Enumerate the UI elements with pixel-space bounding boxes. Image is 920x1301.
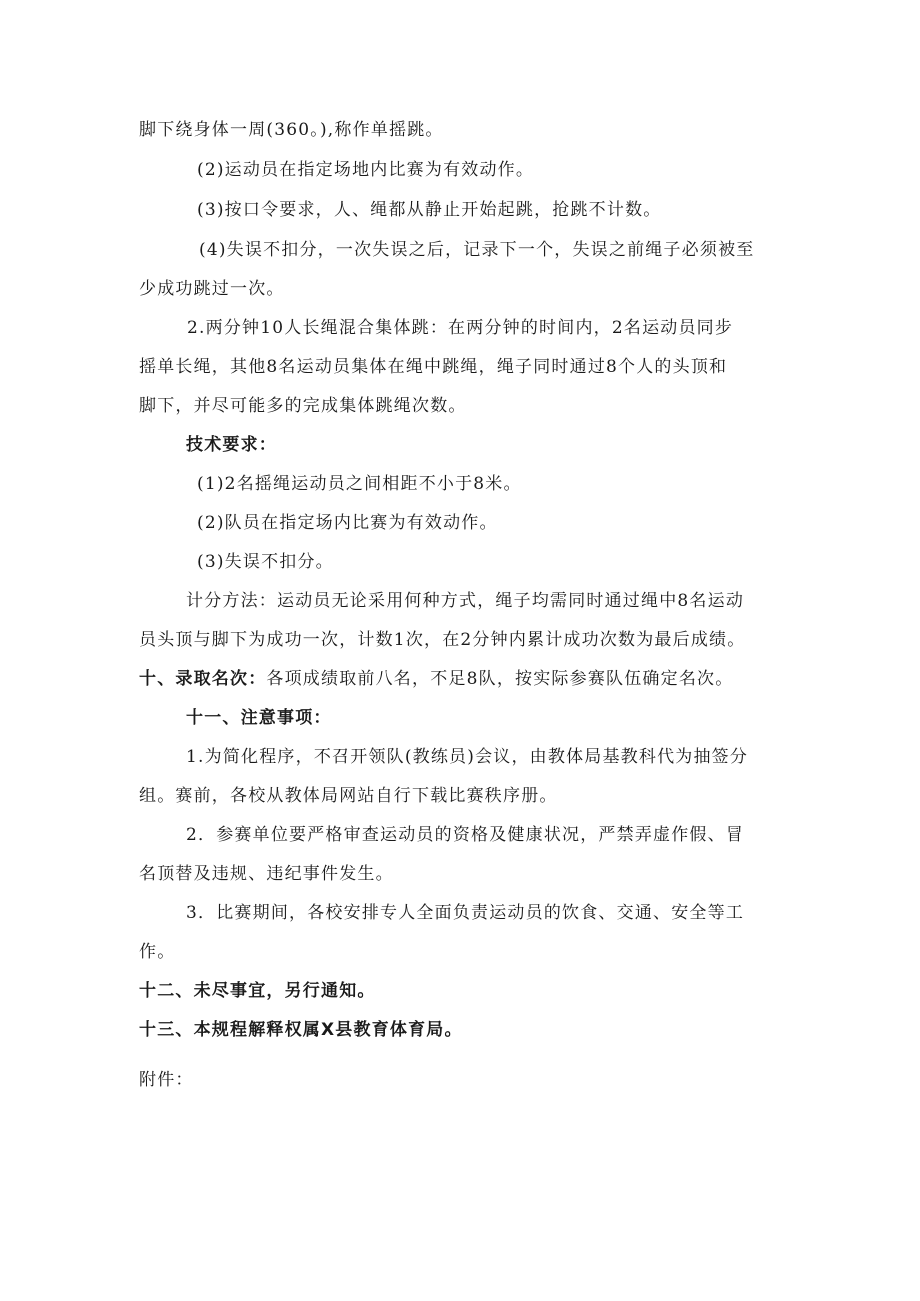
section-10-heading: 十、录取名次：: [139, 669, 267, 689]
text-line: (1)2名摇绳运动员之间相距不小于8米。: [197, 474, 522, 494]
section-10-text: 各项成绩取前八名，不足8队，按实际参赛队伍确定名次。: [266, 669, 734, 689]
attachment-label: 附件：: [139, 1070, 194, 1090]
text-line: (3)失误不扣分。: [197, 552, 334, 572]
text-line: (2)队员在指定场内比赛为有效动作。: [197, 513, 498, 533]
text-line: 脚下，并尽可能多的完成集体跳绳次数。: [139, 396, 467, 416]
text-line: 少成功跳过一次。: [139, 279, 285, 299]
text-line: 摇单长绳，其他8名运动员集体在绳中跳绳，绳子同时通过8个人的头顶和: [139, 357, 728, 377]
text-line: 员头顶与脚下为成功一次，计数1次，在2分钟内累计成功次数为最后成绩。: [139, 630, 746, 650]
text-line: 3．比赛期间，各校安排专人全面负责运动员的饮食、交通、安全等工: [186, 903, 745, 923]
text-line: (2)运动员在指定场地内比赛为有效动作。: [197, 160, 535, 180]
text-line: 2.两分钟10人长绳混合集体跳：在两分钟的时间内，2名运动员同步: [187, 318, 734, 338]
text-line: (3)按口令要求，人、绳都从静止开始起跳，抢跳不计数。: [197, 200, 662, 220]
text-line: 组。赛前，各校从教体局网站自行下载比赛秩序册。: [139, 786, 558, 806]
section-11-heading: 十一、注意事项：: [186, 708, 332, 728]
text-line: 1.为简化程序，不召开领队(教练员)会议，由教体局基教科代为抽签分: [186, 747, 749, 767]
section-13-heading: 十三、本规程解释权属X县教育体育局。: [139, 1020, 463, 1040]
text-line: (4)失误不扣分，一次失误之后，记录下一个，失误之前绳子必须被至: [199, 240, 755, 260]
section-10: [139, 667, 733, 691]
text-line: 名顶替及违规、违纪事件发生。: [139, 864, 394, 884]
text-line: 计分方法：运动员无论采用何种方式，绳子均需同时通过绳中8名运动: [186, 591, 745, 611]
text-line: 脚下绕身体一周(360。),称作单摇跳。: [139, 120, 444, 140]
subheading-technical-requirements: 技术要求：: [186, 435, 277, 455]
text-line: 2．参赛单位要严格审查运动员的资格及健康状况，严禁弄虚作假、冒: [186, 825, 745, 845]
text-line: 作。: [139, 942, 176, 962]
section-12-heading: 十二、未尽事宜，另行通知。: [139, 981, 376, 1001]
